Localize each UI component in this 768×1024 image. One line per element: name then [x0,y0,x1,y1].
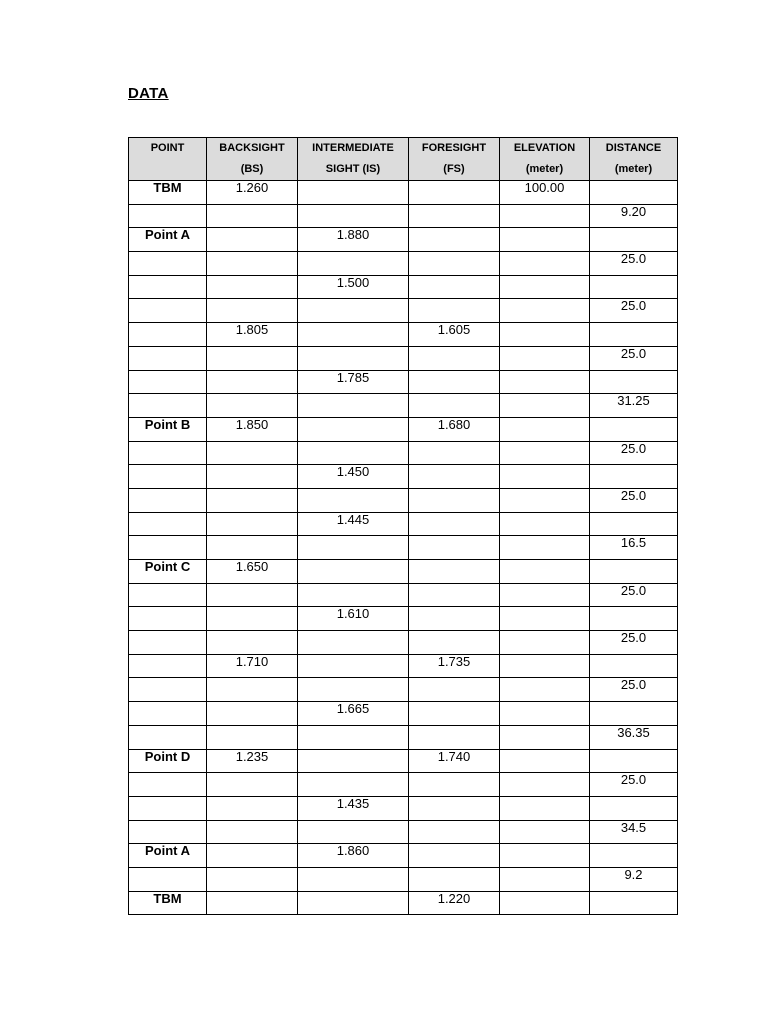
column-header-foresight: FORESIGHT (FS) [409,138,500,181]
cell-elevation [500,796,590,820]
cell-intermediate-sight: 1.610 [298,607,409,631]
cell-backsight [207,607,298,631]
cell-distance: 25.0 [590,252,678,276]
cell-distance [590,560,678,584]
cell-distance: 34.5 [590,820,678,844]
table-row [129,796,678,820]
cell-backsight [207,891,298,915]
cell-elevation [500,891,590,915]
cell-distance [590,654,678,678]
table-row [129,228,678,252]
table-row [129,607,678,631]
cell-foresight [409,512,500,536]
column-header-backsight: BACKSIGHT (BS) [207,138,298,181]
cell-intermediate-sight [298,488,409,512]
table-row [129,773,678,797]
table-row [129,749,678,773]
cell-foresight [409,583,500,607]
cell-foresight [409,228,500,252]
cell-elevation [500,607,590,631]
table-row [129,891,678,915]
cell-point [129,204,207,228]
cell-elevation [500,275,590,299]
cell-point: TBM [129,181,207,205]
column-header-distance: DISTANCE (meter) [590,138,678,181]
table-row [129,370,678,394]
cell-point [129,536,207,560]
cell-intermediate-sight [298,654,409,678]
cell-elevation [500,654,590,678]
cell-foresight [409,394,500,418]
cell-distance [590,796,678,820]
cell-elevation [500,346,590,370]
cell-backsight [207,725,298,749]
cell-backsight [207,773,298,797]
cell-distance [590,512,678,536]
cell-backsight [207,346,298,370]
cell-intermediate-sight [298,204,409,228]
cell-elevation [500,204,590,228]
table-row [129,512,678,536]
cell-intermediate-sight [298,252,409,276]
cell-point [129,488,207,512]
cell-intermediate-sight [298,867,409,891]
cell-foresight: 1.605 [409,323,500,347]
cell-distance [590,275,678,299]
cell-elevation [500,488,590,512]
cell-backsight [207,252,298,276]
cell-foresight: 1.220 [409,891,500,915]
cell-distance: 25.0 [590,583,678,607]
cell-elevation [500,773,590,797]
cell-foresight [409,488,500,512]
table-row [129,346,678,370]
cell-foresight [409,560,500,584]
cell-point [129,394,207,418]
cell-backsight [207,441,298,465]
table-row [129,323,678,347]
cell-elevation [500,252,590,276]
cell-intermediate-sight [298,560,409,584]
cell-distance: 25.0 [590,441,678,465]
cell-intermediate-sight: 1.445 [298,512,409,536]
cell-intermediate-sight [298,299,409,323]
cell-intermediate-sight [298,346,409,370]
cell-point [129,702,207,726]
cell-foresight [409,252,500,276]
cell-distance: 16.5 [590,536,678,560]
cell-intermediate-sight [298,323,409,347]
cell-point: TBM [129,891,207,915]
cell-elevation [500,867,590,891]
table-row [129,560,678,584]
cell-intermediate-sight [298,181,409,205]
cell-intermediate-sight: 1.880 [298,228,409,252]
cell-elevation [500,512,590,536]
cell-distance [590,181,678,205]
cell-backsight [207,394,298,418]
cell-point: Point A [129,228,207,252]
cell-intermediate-sight [298,725,409,749]
cell-intermediate-sight: 1.860 [298,844,409,868]
table-row [129,844,678,868]
cell-backsight [207,488,298,512]
cell-foresight [409,299,500,323]
table-row [129,181,678,205]
cell-elevation [500,441,590,465]
cell-elevation [500,749,590,773]
table-row [129,654,678,678]
cell-intermediate-sight [298,441,409,465]
cell-foresight [409,773,500,797]
cell-intermediate-sight: 1.450 [298,465,409,489]
cell-point [129,607,207,631]
cell-point [129,275,207,299]
cell-foresight [409,725,500,749]
cell-elevation [500,560,590,584]
cell-foresight [409,867,500,891]
cell-point: Point D [129,749,207,773]
cell-backsight [207,299,298,323]
table-row [129,702,678,726]
cell-distance: 31.25 [590,394,678,418]
table-row [129,820,678,844]
column-header-point: POINT [129,138,207,181]
cell-backsight [207,796,298,820]
cell-point [129,441,207,465]
cell-intermediate-sight [298,536,409,560]
cell-foresight: 1.735 [409,654,500,678]
cell-distance: 25.0 [590,299,678,323]
leveling-data-table [128,137,678,915]
cell-point [129,773,207,797]
cell-backsight [207,678,298,702]
cell-elevation [500,417,590,441]
cell-foresight [409,370,500,394]
cell-point [129,654,207,678]
cell-backsight [207,228,298,252]
cell-distance [590,702,678,726]
cell-distance [590,844,678,868]
cell-intermediate-sight [298,583,409,607]
cell-distance [590,749,678,773]
cell-point [129,725,207,749]
table-row [129,488,678,512]
cell-intermediate-sight [298,773,409,797]
cell-distance: 25.0 [590,631,678,655]
column-header-elevation: ELEVATION (meter) [500,138,590,181]
cell-elevation [500,702,590,726]
cell-point [129,512,207,536]
cell-foresight: 1.740 [409,749,500,773]
table-row [129,204,678,228]
table-body [129,181,678,915]
table-row [129,417,678,441]
cell-elevation [500,631,590,655]
cell-point [129,631,207,655]
cell-distance: 25.0 [590,773,678,797]
cell-elevation [500,228,590,252]
cell-point: Point A [129,844,207,868]
table-row [129,252,678,276]
cell-distance: 36.35 [590,725,678,749]
cell-elevation [500,370,590,394]
cell-foresight [409,275,500,299]
cell-intermediate-sight [298,394,409,418]
cell-backsight [207,702,298,726]
cell-backsight [207,820,298,844]
cell-elevation [500,820,590,844]
cell-foresight [409,346,500,370]
cell-backsight: 1.260 [207,181,298,205]
cell-distance [590,417,678,441]
cell-point [129,299,207,323]
cell-elevation [500,583,590,607]
cell-distance [590,891,678,915]
cell-distance [590,465,678,489]
cell-backsight [207,204,298,228]
table-row [129,275,678,299]
cell-backsight: 1.805 [207,323,298,347]
cell-point [129,867,207,891]
table-row [129,631,678,655]
cell-elevation [500,465,590,489]
table-row [129,465,678,489]
table-row [129,536,678,560]
cell-backsight: 1.710 [207,654,298,678]
cell-backsight [207,583,298,607]
cell-distance: 9.20 [590,204,678,228]
cell-elevation [500,725,590,749]
cell-point [129,252,207,276]
cell-elevation: 100.00 [500,181,590,205]
table-header-row [129,138,678,181]
cell-foresight [409,441,500,465]
cell-point [129,820,207,844]
cell-point [129,370,207,394]
table-row [129,299,678,323]
cell-distance: 25.0 [590,488,678,512]
cell-point [129,346,207,370]
cell-intermediate-sight [298,678,409,702]
cell-backsight: 1.650 [207,560,298,584]
cell-foresight [409,796,500,820]
cell-elevation [500,323,590,347]
cell-foresight [409,607,500,631]
cell-point [129,796,207,820]
cell-elevation [500,844,590,868]
cell-intermediate-sight: 1.785 [298,370,409,394]
cell-intermediate-sight [298,749,409,773]
cell-point [129,323,207,347]
column-header-intermediate-sight: INTERMEDIATE SIGHT (IS) [298,138,409,181]
cell-distance [590,370,678,394]
cell-elevation [500,394,590,418]
cell-foresight [409,204,500,228]
cell-foresight [409,844,500,868]
page-heading: DATA [128,85,169,102]
cell-backsight [207,275,298,299]
cell-distance [590,228,678,252]
cell-foresight [409,536,500,560]
cell-backsight [207,465,298,489]
cell-foresight [409,631,500,655]
cell-point [129,465,207,489]
cell-elevation [500,536,590,560]
cell-backsight [207,631,298,655]
cell-point: Point B [129,417,207,441]
cell-backsight [207,536,298,560]
cell-distance: 25.0 [590,346,678,370]
cell-point [129,583,207,607]
cell-intermediate-sight [298,820,409,844]
table-row [129,678,678,702]
cell-distance [590,323,678,347]
cell-backsight [207,512,298,536]
cell-foresight [409,181,500,205]
table-row [129,867,678,891]
cell-point [129,678,207,702]
cell-backsight: 1.235 [207,749,298,773]
cell-foresight [409,465,500,489]
cell-foresight [409,678,500,702]
cell-elevation [500,678,590,702]
cell-foresight [409,820,500,844]
cell-distance: 9.2 [590,867,678,891]
cell-intermediate-sight [298,891,409,915]
cell-backsight [207,844,298,868]
table-row [129,441,678,465]
cell-intermediate-sight: 1.435 [298,796,409,820]
cell-elevation [500,299,590,323]
cell-distance: 25.0 [590,678,678,702]
cell-backsight: 1.850 [207,417,298,441]
cell-intermediate-sight: 1.500 [298,275,409,299]
cell-intermediate-sight [298,631,409,655]
table-row [129,394,678,418]
table-row [129,725,678,749]
cell-foresight: 1.680 [409,417,500,441]
cell-intermediate-sight: 1.665 [298,702,409,726]
cell-point: Point C [129,560,207,584]
cell-backsight [207,370,298,394]
cell-backsight [207,867,298,891]
cell-foresight [409,702,500,726]
table-row [129,583,678,607]
cell-intermediate-sight [298,417,409,441]
cell-distance [590,607,678,631]
